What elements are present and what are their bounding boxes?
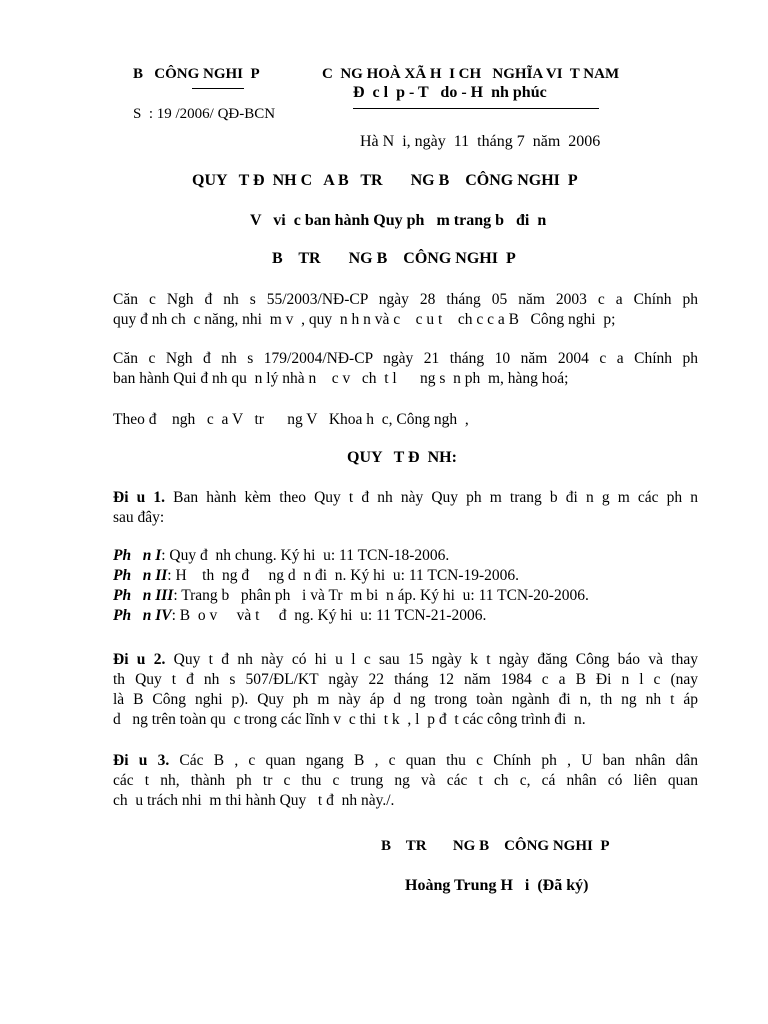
article-label: Đi u 3. — [113, 752, 170, 769]
text-line: các t nh, thành ph tr c thu c trung ng và các t ch c, cá nhân có liên quan — [113, 772, 698, 789]
part-item — [113, 586, 698, 606]
part-text: : Trang b phân ph i và Tr m bi n áp. Ký hi u: 11 TCN-20-2006. — [173, 587, 589, 604]
part-label: Ph n IV — [113, 607, 172, 624]
preamble-clause-2 — [113, 349, 698, 389]
parts-list — [113, 546, 698, 626]
motto-underline — [353, 108, 599, 109]
national-motto: Đ c l p - T do - H nh phúc — [353, 84, 547, 101]
text-line: quy đ nh ch c năng, nhi m v , quy n h n và c c u t ch c c a B Công nghi p; — [113, 311, 616, 328]
text-line: Căn c Ngh đ nh s 179/2004/NĐ-CP ngày 21 tháng 10 năm 2004 c a Chính ph — [113, 350, 698, 367]
article-text: Quy t đ nh này có hi u l c sau 15 ngày k t ngày đăng Công báo và thay — [165, 651, 698, 668]
issuing-authority: B TR NG B CÔNG NGHI P — [272, 250, 516, 267]
text-line: là B Công nghi p). Quy ph m này áp d ng trong toàn ngành đi n, th ng nh t áp — [113, 691, 698, 708]
preamble-clause-1 — [113, 290, 698, 330]
article-text: Ban hành kèm theo Quy t đ nh này Quy ph m trang b đi n g m các ph n — [165, 489, 699, 506]
text-line — [113, 650, 698, 670]
signatory-name: Hoàng Trung H i (Đã ký) — [405, 877, 589, 894]
part-label: Ph n II — [113, 567, 168, 584]
ministry-underline — [192, 88, 244, 89]
text-line: sau đây: — [113, 509, 165, 526]
text-line: th Quy t đ nh s 507/ĐL/KT ngày 22 tháng 12 năm 1984 c a B Đi n l c (nay — [113, 671, 698, 688]
article-label: Đi u 1. — [113, 489, 165, 506]
part-text: : Quy đ nh chung. Ký hi u: 11 TCN-18-2006. — [161, 547, 450, 564]
part-item — [113, 566, 698, 586]
part-item — [113, 546, 698, 566]
document-number: S : 19 /2006/ QĐ-BCN — [133, 106, 276, 122]
republic-name: C NG HOÀ XÃ H I CH NGHĨA VI T NAM — [322, 66, 620, 82]
preamble-clause-3 — [113, 410, 698, 430]
article-label: Đi u 2. — [113, 651, 166, 668]
decides-heading: QUY T Đ NH: — [347, 449, 457, 466]
text-line: Theo đ ngh c a V tr ng V Khoa h c, Công ngh , — [113, 411, 469, 428]
signatory-title: B TR NG B CÔNG NGHI P — [381, 838, 610, 854]
document-title: QUY T Đ NH C A B TR NG B CÔNG NGHI P — [192, 172, 578, 189]
part-item — [113, 606, 698, 626]
text-line: ch u trách nhi m thi hành Quy t đ nh này./. — [113, 792, 395, 809]
ministry-name: B CÔNG NGHI P — [133, 66, 260, 82]
article-text: Các B , c quan ngang B , c quan thu c Chính ph , U ban nhân dân — [169, 752, 698, 769]
text-line — [113, 751, 698, 771]
article-2 — [113, 650, 698, 730]
text-line — [113, 488, 698, 508]
text-line: Căn c Ngh đ nh s 55/2003/NĐ-CP ngày 28 tháng 05 năm 2003 c a Chính ph — [113, 291, 698, 308]
article-1 — [113, 488, 698, 528]
article-3 — [113, 751, 698, 811]
document-subject: V vi c ban hành Quy ph m trang b đi n — [250, 212, 547, 229]
part-label: Ph n I — [113, 547, 162, 564]
part-text: : H th ng đ ng d n đi n. Ký hi u: 11 TCN-19-2006. — [167, 567, 520, 584]
part-text: : B o v và t đ ng. Ký hi u: 11 TCN-21-2006. — [171, 607, 487, 624]
text-line: ban hành Qui đ nh qu n lý nhà n c v ch t l ng s n ph m, hàng hoá; — [113, 370, 569, 387]
text-line: d ng trên toàn qu c trong các lĩnh v c thi t k , l p đ t các công trình đi n. — [113, 711, 586, 728]
part-label: Ph n III — [113, 587, 174, 604]
place-and-date: Hà N i, ngày 11 tháng 7 năm 2006 — [360, 133, 601, 150]
